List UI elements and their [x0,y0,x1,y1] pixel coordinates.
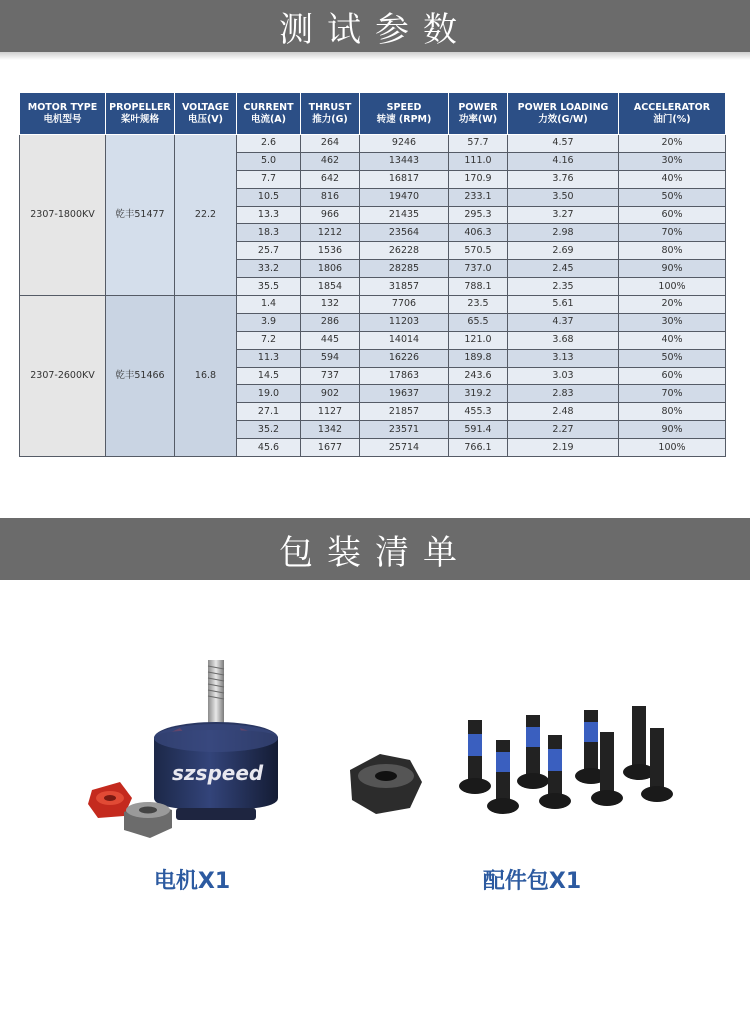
table-cell: 21857 [360,403,449,421]
table-cell: 9246 [360,135,449,153]
banner-shadow [0,52,750,60]
table-row [20,135,726,153]
table-cell: 570.5 [449,242,508,260]
table-cell: 31857 [360,278,449,296]
propeller-cell: 乾丰51466 [106,296,175,457]
table-cell: 132 [301,296,360,314]
table-cell: 966 [301,206,360,224]
table-cell: 2.48 [508,403,619,421]
table-cell: 233.1 [449,188,508,206]
table-cell: 11.3 [237,349,301,367]
table-cell: 1.4 [237,296,301,314]
table-cell: 1677 [301,439,360,457]
table-cell: 25.7 [237,242,301,260]
accessory-kit-caption: 配件包X1 [482,869,582,894]
table-cell: 7.2 [237,331,301,349]
column-header [106,93,175,135]
table-cell: 23571 [360,421,449,439]
column-header-en: CURRENT [243,101,294,113]
table-cell: 50% [619,188,726,206]
table-cell: 40% [619,170,726,188]
table-cell: 70% [619,224,726,242]
table-cell: 30% [619,152,726,170]
table-cell: 2.27 [508,421,619,439]
column-header-cn: 推力(G) [312,113,348,125]
column-header-cn: 电机型号 [43,113,82,125]
table-cell: 3.50 [508,188,619,206]
test-params-table-wrap [19,92,725,454]
table-cell: 21435 [360,206,449,224]
table-cell: 462 [301,152,360,170]
voltage-cell: 16.8 [175,296,237,457]
column-header-en: SPEED [386,101,422,113]
table-cell: 11203 [360,313,449,331]
table-cell: 766.1 [449,439,508,457]
table-cell: 1342 [301,421,360,439]
column-header-en: POWER [458,101,498,113]
table-cell: 2.98 [508,224,619,242]
table-cell: 10.5 [237,188,301,206]
table-cell: 26228 [360,242,449,260]
motor-logo: szspeed [172,761,264,785]
propeller-cell: 乾丰51477 [106,135,175,296]
column-header-cn: 转速 (RPM) [376,113,432,125]
table-cell: 2.69 [508,242,619,260]
table-cell: 19637 [360,385,449,403]
table-cell: 445 [301,331,360,349]
table-cell: 295.3 [449,206,508,224]
column-header-en: PROPELLER [109,101,171,113]
column-header-en: VOLTAGE [181,101,230,113]
column-header-cn: 电压(V) [187,113,224,125]
accessory-kit-image [340,690,690,840]
table-cell: 1536 [301,242,360,260]
table-cell: 80% [619,403,726,421]
column-header-cn: 桨叶规格 [120,113,159,125]
table-cell: 27.1 [237,403,301,421]
table-cell: 30% [619,313,726,331]
column-header [619,93,726,135]
table-cell: 65.5 [449,313,508,331]
column-header [20,93,106,135]
column-header-en: THRUST [308,101,352,113]
table-cell: 16817 [360,170,449,188]
table-cell: 7706 [360,296,449,314]
table-cell: 3.13 [508,349,619,367]
motor-image [80,650,330,850]
table-cell: 788.1 [449,278,508,296]
package-list-banner [0,518,750,580]
table-cell: 1212 [301,224,360,242]
table-cell: 406.3 [449,224,508,242]
table-cell: 40% [619,331,726,349]
column-header [175,93,237,135]
table-cell: 90% [619,421,726,439]
table-cell: 28285 [360,260,449,278]
table-cell: 2.83 [508,385,619,403]
table-cell: 737 [301,367,360,385]
table-row [20,296,726,314]
table-cell: 45.6 [237,439,301,457]
table-cell: 14.5 [237,367,301,385]
column-header-cn: 功率(W) [458,113,498,125]
table-cell: 5.61 [508,296,619,314]
table-cell: 455.3 [449,403,508,421]
table-cell: 2.35 [508,278,619,296]
table-cell: 816 [301,188,360,206]
column-header-en: ACCELERATOR [633,101,711,113]
table-cell: 7.7 [237,170,301,188]
table-cell: 20% [619,135,726,153]
table-cell: 264 [301,135,360,153]
table-cell: 100% [619,278,726,296]
table-cell: 591.4 [449,421,508,439]
table-cell: 3.03 [508,367,619,385]
column-header [360,93,449,135]
table-cell: 111.0 [449,152,508,170]
table-cell: 57.7 [449,135,508,153]
table-cell: 18.3 [237,224,301,242]
table-cell: 3.68 [508,331,619,349]
table-cell: 17863 [360,367,449,385]
column-header [237,93,301,135]
table-cell: 70% [619,385,726,403]
table-cell: 4.57 [508,135,619,153]
table-cell: 60% [619,367,726,385]
table-cell: 121.0 [449,331,508,349]
table-cell: 80% [619,242,726,260]
table-cell: 13443 [360,152,449,170]
column-header-cn: 电流(A) [250,113,287,125]
motor-type-cell: 2307-1800KV [20,135,106,296]
voltage-cell: 22.2 [175,135,237,296]
table-cell: 1127 [301,403,360,421]
table-cell: 4.16 [508,152,619,170]
table-cell: 100% [619,439,726,457]
table-cell: 60% [619,206,726,224]
table-cell: 3.76 [508,170,619,188]
table-header-row [20,93,726,135]
column-header-cn: 油门(%) [653,113,691,125]
table-cell: 90% [619,260,726,278]
table-cell: 25714 [360,439,449,457]
table-cell: 1854 [301,278,360,296]
table-cell: 1806 [301,260,360,278]
table-cell: 319.2 [449,385,508,403]
table-cell: 737.0 [449,260,508,278]
table-body [20,135,726,457]
motor-caption: 电机X1 [153,869,231,894]
column-header-cn: 力效(G/W) [538,113,588,125]
table-cell: 33.2 [237,260,301,278]
test-params-table [19,92,726,457]
column-header [449,93,508,135]
table-cell: 5.0 [237,152,301,170]
test-params-banner [0,0,750,52]
table-cell: 594 [301,349,360,367]
test-params-title: 测试参数 [279,9,471,50]
table-cell: 19.0 [237,385,301,403]
table-cell: 16226 [360,349,449,367]
table-cell: 2.6 [237,135,301,153]
table-cell: 13.3 [237,206,301,224]
table-cell: 2.45 [508,260,619,278]
table-cell: 2.19 [508,439,619,457]
table-cell: 3.27 [508,206,619,224]
table-cell: 902 [301,385,360,403]
column-header-en: MOTOR TYPE [27,101,98,113]
package-list-title: 包装清单 [279,532,471,573]
table-cell: 243.6 [449,367,508,385]
table-cell: 286 [301,313,360,331]
table-cell: 35.2 [237,421,301,439]
table-cell: 50% [619,349,726,367]
table-cell: 3.9 [237,313,301,331]
table-cell: 19470 [360,188,449,206]
table-cell: 189.8 [449,349,508,367]
table-cell: 4.37 [508,313,619,331]
column-header [508,93,619,135]
table-cell: 35.5 [237,278,301,296]
motor-type-cell: 2307-2600KV [20,296,106,457]
table-cell: 23564 [360,224,449,242]
column-header [301,93,360,135]
table-cell: 642 [301,170,360,188]
table-cell: 170.9 [449,170,508,188]
table-cell: 20% [619,296,726,314]
column-header-en: POWER LOADING [517,101,609,113]
table-cell: 14014 [360,331,449,349]
table-cell: 23.5 [449,296,508,314]
